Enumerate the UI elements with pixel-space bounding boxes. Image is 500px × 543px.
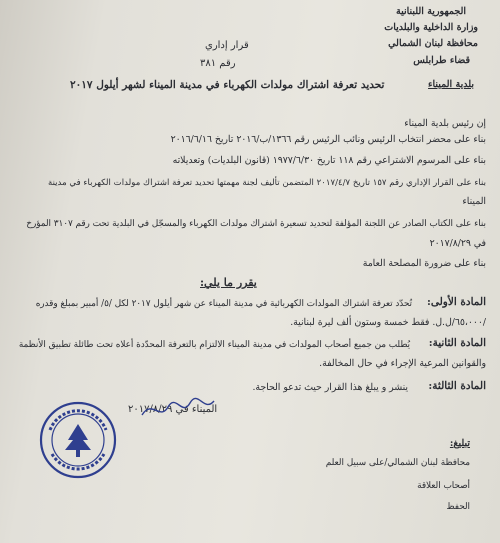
cc-label: تبليغ: — [449, 438, 470, 449]
header-ministry: وزارة الداخلية والبلديات — [384, 22, 478, 33]
body-line: بناء على المرسوم الاشتراعي رقم ١١٨ تاريخ ١٩٧٧/٦/٣٠ (قانون البلديات) وتعديلاته — [172, 155, 486, 166]
header-district: قضاء طرابلس — [413, 55, 470, 66]
article-2-text: والقوانين المرعية الإجراء في حال المخالفة. — [319, 358, 486, 369]
article-1-label: المادة الأولى: — [426, 296, 486, 308]
header-republic: الجمهورية اللبنانية — [396, 6, 466, 17]
addressee: إن رئيس بلدية الميناء — [404, 118, 486, 129]
body-line: الميناء — [462, 196, 486, 207]
cc-item: الحفظ — [446, 502, 470, 512]
document-title: تحديد تعرفة اشتراك مولدات الكهرباء في مدينة الميناء لشهر أيلول ٢٠١٧ — [70, 79, 385, 91]
cc-item: محافظة لبنان الشمالي/على سبيل العلم — [325, 458, 470, 468]
decree-number: رقم ٣٨١ — [200, 58, 236, 69]
resolved-heading: يقرر ما يلي: — [200, 276, 257, 289]
article-1-text: تُحدّد تعرفة اشتراك المولدات الكهربائية في مدينة الميناء عن شهر أيلول ٢٠١٧ لكل /٥/ أمبير بمبلغ وقدره — [35, 299, 412, 309]
municipality-seal — [38, 400, 118, 480]
decree-label: قرار إداري — [205, 40, 249, 51]
header-governorate: محافظة لبنان الشمالي — [388, 38, 478, 49]
place-date: الميناء في ٢٠١٧/٨/٢٩ — [128, 404, 218, 415]
article-3-text: ينشر و يبلغ هذا القرار حيث تدعو الحاجة. — [252, 382, 408, 393]
article-3-label: المادة الثالثة: — [428, 380, 486, 392]
body-line: بناء على القرار الإداري رقم ١٥٧ تاريخ ٢٠١٧/٤/٧ المتضمن تأليف لجنة مهمتها تحديد تعرفة اشتراك مولدات الكهرباء في مدينة — [47, 178, 486, 188]
body-line: بناء على ضرورة المصلحة العامة — [362, 258, 486, 269]
signature-scribble — [138, 395, 218, 423]
cc-item: أصحاب العلاقة — [417, 481, 470, 491]
article-2-label: المادة الثانية: — [428, 337, 486, 349]
body-line: بناء على محضر انتخاب الرئيس ونائب الرئيس رقم ١٣٦٦/ب/٢٠١٦ تاريخ ٢٠١٦/٦/١٦ — [170, 134, 486, 145]
article-1-text: /٦٥،٠٠٠/ل.ل. فقط خمسة وستون ألف ليرة لبنانية. — [290, 317, 486, 328]
body-line: في ٢٠١٧/٨/٢٩ — [429, 238, 486, 249]
article-2-text: يُطلب من جميع أصحاب المولدات في مدينة الميناء الالتزام بالتعرفة المحدّدة أعلاه تحت طائلة تطبيق الأنظمة — [18, 340, 410, 350]
body-line: بناء على الكتاب الصادر عن اللجنة المؤلفة لتحديد تسعيرة اشتراك مولدات الكهرباء والمسجّل في البلدية تحت رقم ٣١٠٧ المؤرخ — [26, 219, 486, 229]
header-municipality: بلدية الميناء — [428, 79, 474, 90]
